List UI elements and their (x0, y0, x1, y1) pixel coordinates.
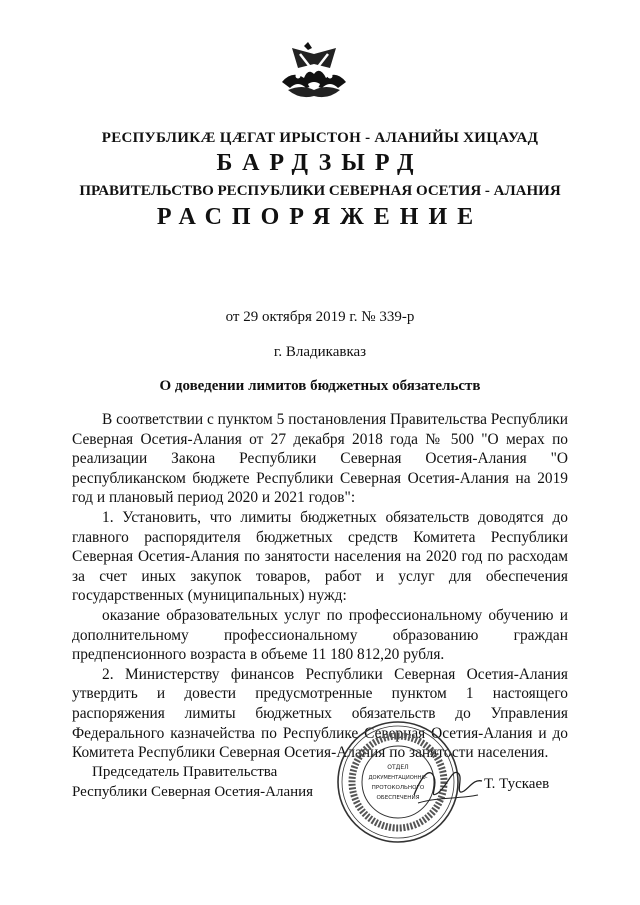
document-city: г. Владикавказ (273, 344, 367, 360)
document-date-number: от 29 октября 2019 г. № 339-р (225, 309, 415, 325)
signatory-name: Т. Тускаев (484, 776, 550, 792)
seal-text-line-2: ДОКУМЕНТАЦИОННО- (368, 775, 428, 781)
signatory-title (72, 762, 313, 802)
header-ossetian-decree: БАРДЗЫРД (216, 150, 424, 176)
seal-text-line-4: ОБЕСПЕЧЕНИЯ (376, 795, 420, 801)
header-russian-government: ПРАВИТЕЛЬСТВО РЕСПУБЛИКИ СЕВЕРНАЯ ОСЕТИЯ - АЛАНИЯ (79, 183, 561, 199)
header-ossetian-government: РЕСПУБЛИКÆ ЦÆГАТ ИРЫСТОН - АЛАНИЙЫ ХИЦАУАД (101, 130, 539, 146)
coat-of-arms-emblem (278, 40, 350, 106)
signatory-title-line-2: Республики Северная Осетия-Алания (72, 784, 314, 800)
body-paragraph: 1. Установить, что лимиты бюджетных обязательств доводятся до главного распорядителя бюджетных средств Комитета Республики Северная Осетия-Алания по занятости населения на 2020 год по расходам за счет иных закупок товаров, работ и услуг для обеспечения государственных (муниципальных) нужд: (72, 508, 568, 605)
body-paragraph: 2. Министерству финансов Республики Северная Осетия-Алания утвердить и довести предусмотренные пунктом 1 настоящего распоряжения лимиты бюджетных обязательств до Управления Федерального казначейства по Республике Северная Осетия-Алания и до Комитета Республики Северная Осетия-Алания по занятости населения. (72, 665, 568, 762)
body-paragraph: оказание образовательных услуг по профессиональному обучению и дополнительному профессиональному образованию граждан предпенсионного возраста в объеме 11 180 812,20 рубля. (72, 606, 568, 664)
document-body (72, 410, 568, 763)
seal-text-line-1: ОТДЕЛ (387, 764, 409, 771)
seal-text-line-3: ПРОТОКОЛЬНОГО (371, 785, 425, 791)
document-subject: О доведении лимитов бюджетных обязательств (159, 378, 481, 394)
handwritten-signature (408, 755, 488, 815)
signatory-title-line-1: Председатель Правительства (92, 764, 278, 780)
body-paragraph: В соответствии с пунктом 5 постановления Правительства Республики Северная Осетия-Алания от 27 декабря 2018 года № 500 "О мерах по реализации Закона Республики Северная Осетия-Алания "О республиканском бюджете Республики Северная Осетия-Алания на 2019 год и плановый период 2020 и 2021 годов": (72, 411, 568, 507)
header-russian-decree: РАСПОРЯЖЕНИЕ (156, 204, 484, 230)
